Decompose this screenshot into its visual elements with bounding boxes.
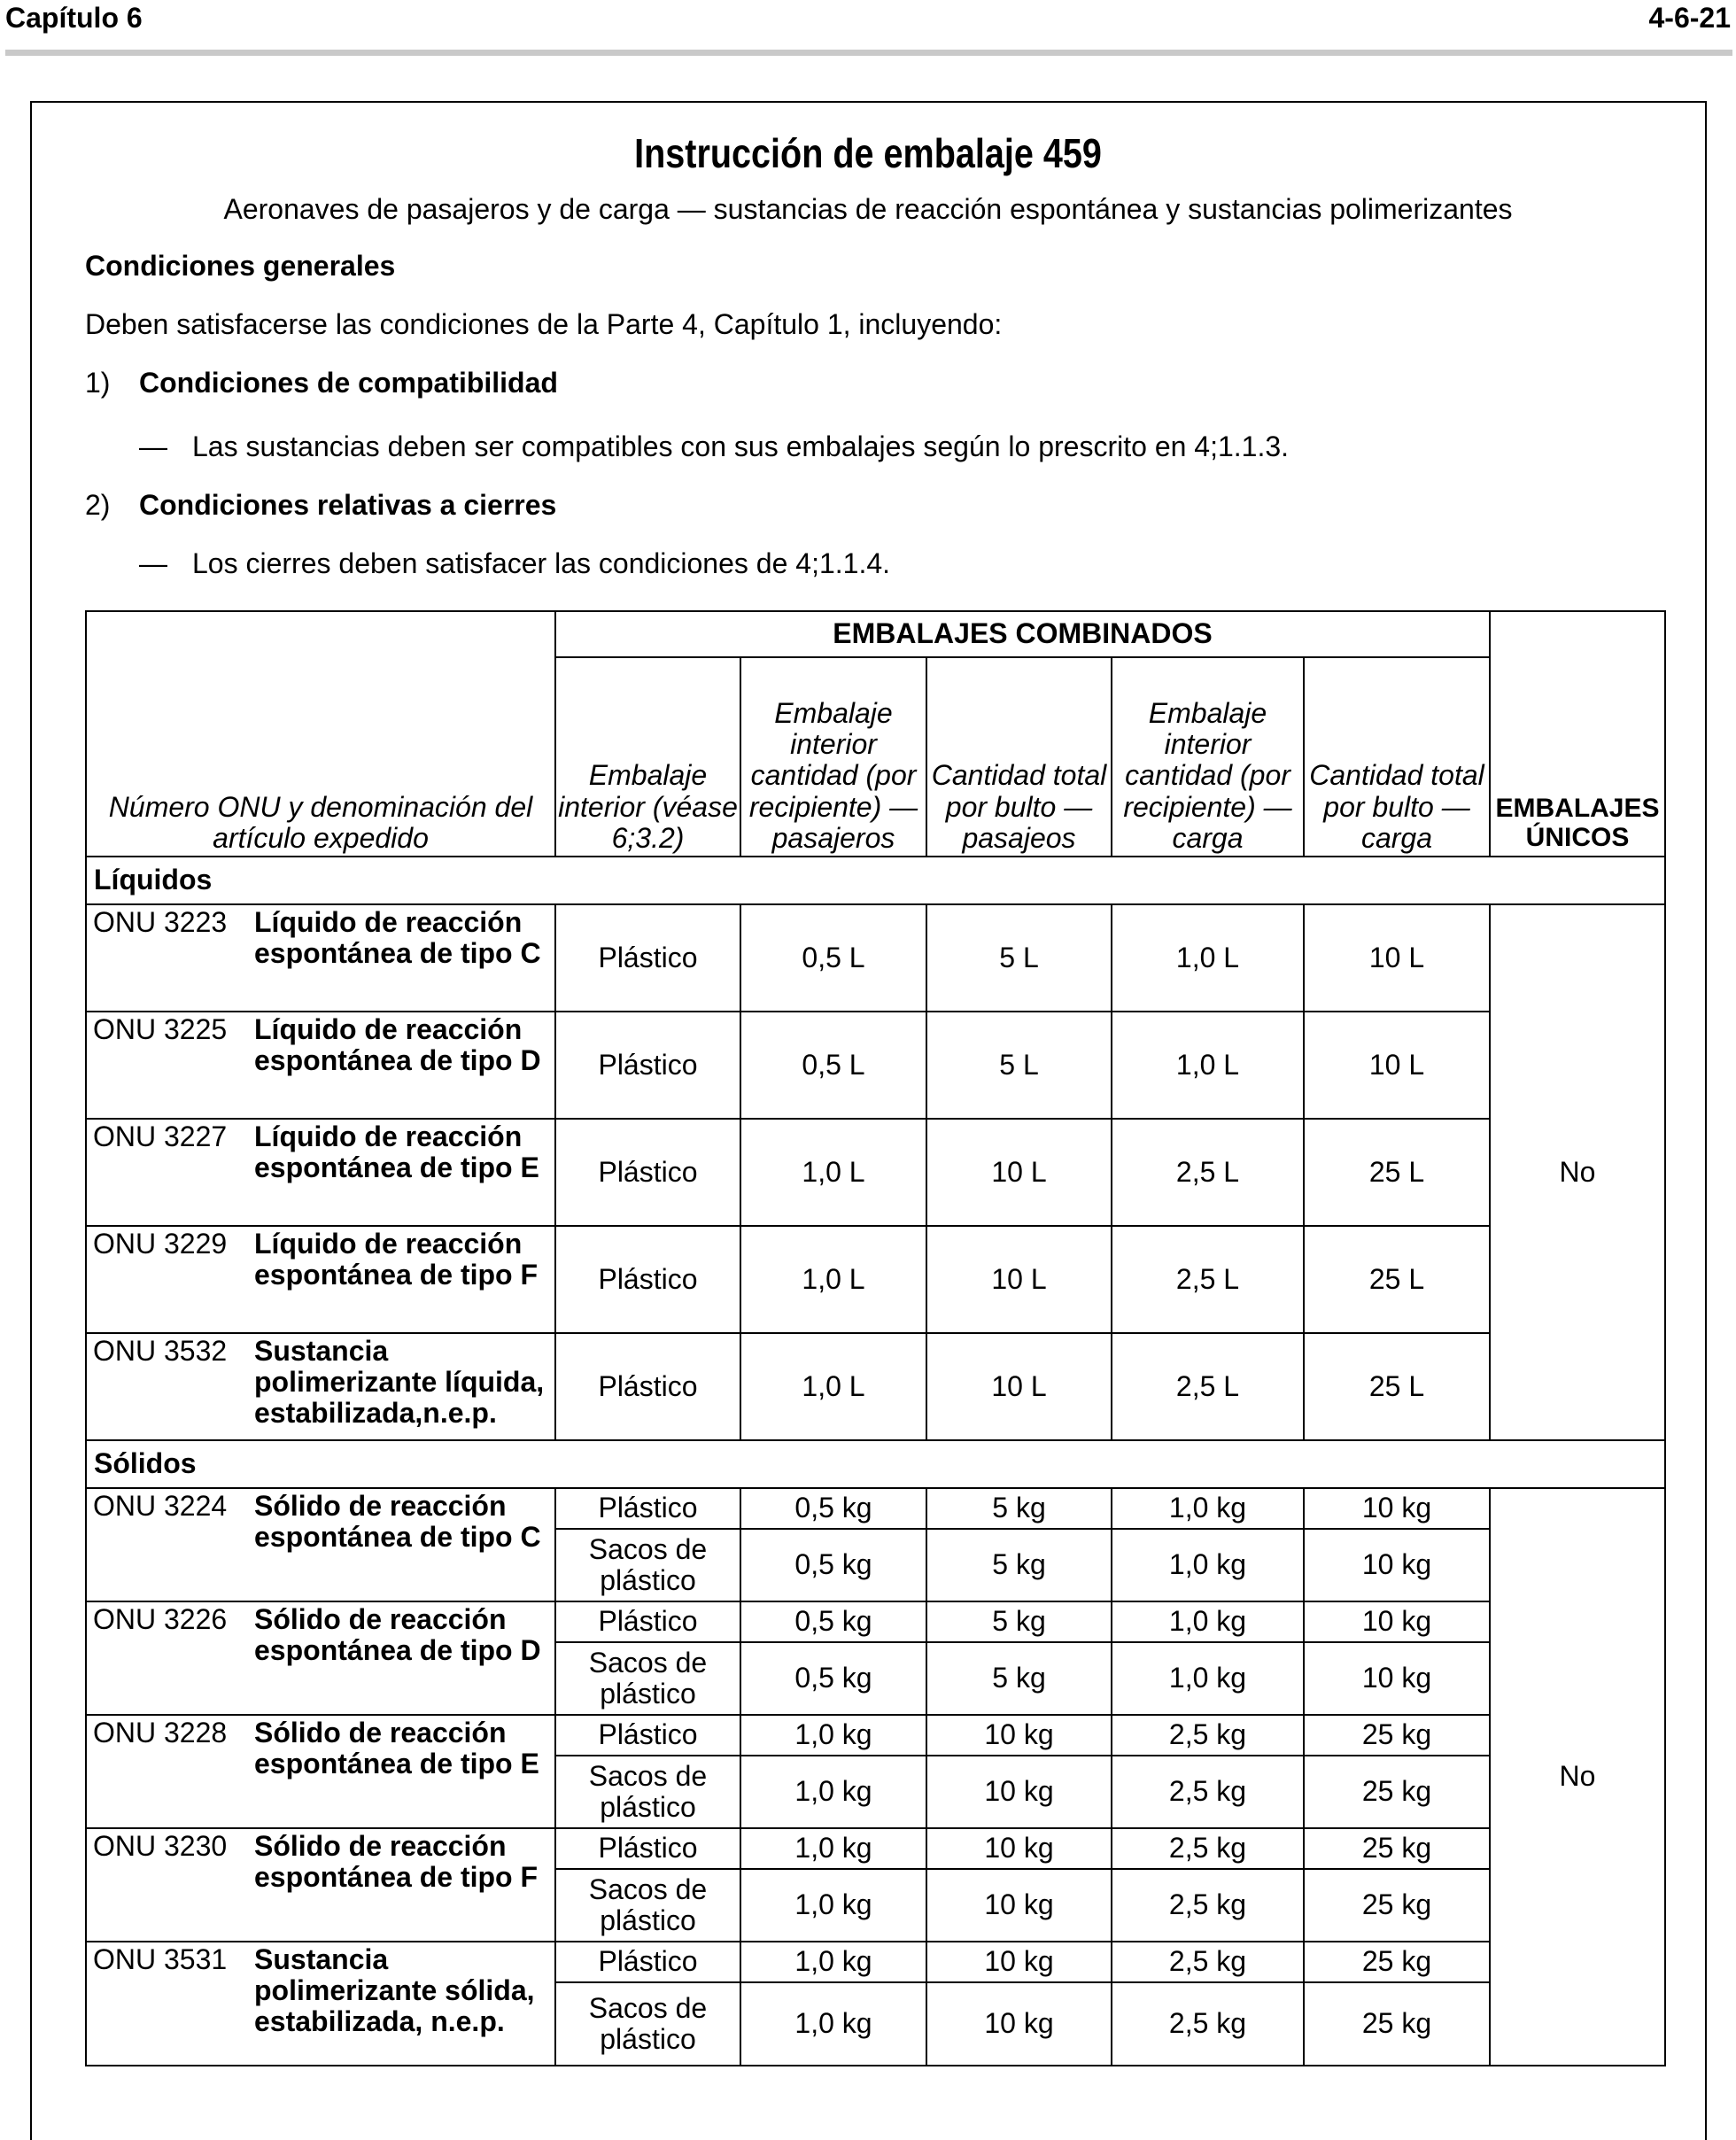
cell-inner-qty-cargo: 1,0 kg [1112,1529,1304,1601]
cell-total-cargo: 10 kg [1304,1642,1490,1715]
section-row [86,1440,1665,1488]
shipping-name: Líquido de reacción espontánea de tipo C [254,906,541,970]
cell-total-pax: 5 kg [926,1529,1112,1601]
un-number: ONU 3227 [93,1120,228,1152]
single-packagings-header: EMBALAJES ÚNICOS [1490,611,1665,857]
cell-total-pax: 10 L [926,1226,1112,1333]
general-intro: Deben satisfacerse las condiciones de la Parte 4, Capítulo 1, incluyendo: [85,308,1003,340]
page-header [0,0,1736,57]
table-row [86,1942,1665,1982]
cell-total-pax: 10 kg [926,1942,1112,1982]
un-number: ONU 3223 [93,906,228,938]
condition-2-text: Los cierres deben satisfacer las condiciones de 4;1.1.4. [192,547,891,579]
cell-total-cargo: 25 kg [1304,1942,1490,1982]
un-entry-cell [86,904,555,1012]
col-header-inner-qty-pax: Embalaje interior cantidad (por recipiente) — pasajeros [740,657,926,857]
shipping-name: Sólido de reacción espontánea de tipo D [254,1603,541,1667]
shipping-name: Líquido de reacción espontánea de tipo F [254,1228,539,1291]
un-number: ONU 3226 [93,1603,228,1635]
condition-2-dash: — [139,547,167,579]
col-header-total-pax: Cantidad total por bulto — pasajeos [926,657,1112,857]
condition-2-number: 2) [85,489,111,521]
un-entry [93,1491,554,1553]
un-entry [93,1229,554,1291]
condition-1-dash: — [139,430,167,462]
cell-inner-qty-cargo: 1,0 kg [1112,1601,1304,1642]
cell-total-pax: 5 kg [926,1601,1112,1642]
un-entry [93,1604,554,1666]
cell-inner-qty-cargo: 1,0 kg [1112,1642,1304,1715]
cell-total-pax: 5 kg [926,1488,1112,1529]
cell-inner-qty-cargo: 2,5 kg [1112,1869,1304,1942]
single-packaging-value: No [1490,904,1665,1440]
condition-1-text: Las sustancias deben ser compatibles con sus embalajes según lo prescrito en 4;1.1.3. [192,430,1290,462]
un-number: ONU 3532 [93,1335,228,1367]
condition-1-number: 1) [85,367,111,399]
un-entry [93,1121,554,1183]
cell-total-pax: 10 kg [926,1715,1112,1756]
cell-inner-packaging: Plástico [555,1828,740,1869]
page-number: 4-6-21 [1648,2,1731,34]
page-subtitle: Aeronaves de pasajeros y de carga — sustancias de reacción espontánea y sustancias polimerizantes [223,193,1513,225]
cell-inner-packaging: Sacos de plástico [555,1869,740,1942]
cell-inner-packaging: Sacos de plástico [555,1642,740,1715]
page-title: Instrucción de embalaje 459 [634,130,1102,176]
un-entry [93,1014,554,1076]
cell-inner-qty-pax: 1,0 kg [740,1828,926,1869]
un-entry [93,907,554,969]
cell-inner-qty-cargo: 2,5 L [1112,1333,1304,1440]
cell-inner-qty-pax: 1,0 kg [740,1982,926,2066]
single-packaging-value: No [1490,1488,1665,2066]
cell-total-cargo: 25 kg [1304,1828,1490,1869]
un-entry-cell [86,1828,555,1942]
cell-inner-packaging: Sacos de plástico [555,1756,740,1828]
cell-inner-qty-pax: 0,5 kg [740,1488,926,1529]
general-heading: Condiciones generales [85,250,396,282]
un-entry [93,1717,554,1779]
header-rule [5,50,1732,56]
table-row [86,1488,1665,1529]
cell-total-pax: 5 L [926,1012,1112,1119]
table-row [86,1012,1665,1119]
cell-inner-qty-pax: 1,0 kg [740,1715,926,1756]
un-entry-cell [86,1226,555,1333]
un-number: ONU 3531 [93,1943,228,1975]
cell-total-pax: 10 L [926,1333,1112,1440]
cell-total-cargo: 10 kg [1304,1529,1490,1601]
cell-inner-packaging: Plástico [555,1715,740,1756]
cell-inner-qty-cargo: 2,5 kg [1112,1828,1304,1869]
cell-total-pax: 5 L [926,904,1112,1012]
cell-inner-packaging: Plástico [555,904,740,1012]
cell-total-pax: 10 kg [926,1828,1112,1869]
cell-inner-qty-pax: 1,0 kg [740,1869,926,1942]
cell-total-cargo: 25 L [1304,1119,1490,1226]
shipping-name: Sustancia polimerizante líquida, estabilizada,n.e.p. [254,1335,545,1430]
table-header-row-top [86,611,1665,657]
cell-inner-qty-pax: 1,0 L [740,1119,926,1226]
cell-inner-qty-pax: 1,0 kg [740,1756,926,1828]
un-entry [93,1336,554,1430]
col-header-total-cargo: Cantidad total por bulto — carga [1304,657,1490,857]
cell-total-pax: 10 L [926,1119,1112,1226]
cell-inner-qty-pax: 1,0 L [740,1226,926,1333]
condition-1-title: Condiciones de compatibilidad [139,367,558,399]
table-row [86,904,1665,1012]
shipping-name: Sólido de reacción espontánea de tipo C [254,1490,541,1554]
section-row [86,857,1665,904]
cell-inner-qty-pax: 0,5 L [740,904,926,1012]
cell-inner-packaging: Plástico [555,1226,740,1333]
un-entry-cell [86,1333,555,1440]
condition-2-title: Condiciones relativas a cierres [139,489,557,521]
un-number: ONU 3228 [93,1717,228,1748]
cell-inner-qty-pax: 1,0 kg [740,1942,926,1982]
packing-table [85,610,1666,2066]
cell-total-cargo: 10 kg [1304,1601,1490,1642]
cell-total-cargo: 25 kg [1304,1715,1490,1756]
table-row [86,1226,1665,1333]
combined-packagings-header: EMBALAJES COMBINADOS [555,611,1490,657]
col-header-inner-qty-cargo: Embalaje interior cantidad (por recipiente) — carga [1112,657,1304,857]
cell-inner-qty-cargo: 2,5 L [1112,1226,1304,1333]
cell-total-cargo: 10 L [1304,904,1490,1012]
cell-inner-packaging: Plástico [555,1942,740,1982]
cell-inner-packaging: Sacos de plástico [555,1529,740,1601]
cell-inner-qty-cargo: 2,5 kg [1112,1982,1304,2066]
table-row [86,1828,1665,1869]
un-number: ONU 3230 [93,1830,228,1862]
un-number: ONU 3224 [93,1490,228,1522]
cell-total-cargo: 25 L [1304,1333,1490,1440]
un-entry-cell [86,1488,555,1601]
cell-inner-qty-pax: 0,5 L [740,1012,926,1119]
cell-inner-packaging: Plástico [555,1488,740,1529]
table-row [86,1601,1665,1642]
shipping-name: Líquido de reacción espontánea de tipo D [254,1013,541,1077]
section-label: Sólidos [86,1440,1665,1488]
un-entry-cell [86,1012,555,1119]
cell-total-pax: 10 kg [926,1756,1112,1828]
table-row [86,1333,1665,1440]
cell-inner-qty-pax: 0,5 kg [740,1529,926,1601]
un-entry [93,1831,554,1893]
cell-inner-qty-cargo: 1,0 L [1112,1012,1304,1119]
cell-total-pax: 10 kg [926,1869,1112,1942]
cell-inner-qty-cargo: 2,5 kg [1112,1715,1304,1756]
cell-total-cargo: 25 L [1304,1226,1490,1333]
cell-inner-packaging: Plástico [555,1601,740,1642]
col-header-inner: Embalaje interior (véase 6;3.2) [555,657,740,857]
cell-inner-qty-pax: 0,5 kg [740,1601,926,1642]
cell-total-cargo: 25 kg [1304,1869,1490,1942]
un-entry-cell [86,1601,555,1715]
cell-total-pax: 10 kg [926,1982,1112,2066]
col-header-un: Número ONU y denominación del artículo expedido [86,611,555,857]
cell-total-cargo: 25 kg [1304,1982,1490,2066]
shipping-name: Líquido de reacción espontánea de tipo E [254,1120,539,1184]
cell-total-pax: 5 kg [926,1642,1112,1715]
un-entry-cell [86,1715,555,1828]
cell-inner-qty-cargo: 2,5 L [1112,1119,1304,1226]
cell-inner-qty-cargo: 1,0 L [1112,904,1304,1012]
table-row [86,1119,1665,1226]
un-entry-cell [86,1119,555,1226]
cell-inner-qty-pax: 1,0 L [740,1333,926,1440]
chapter-label: Capítulo 6 [5,2,143,34]
shipping-name: Sólido de reacción espontánea de tipo F [254,1830,539,1894]
cell-inner-packaging: Plástico [555,1119,740,1226]
un-entry-cell [86,1942,555,2066]
cell-total-cargo: 10 L [1304,1012,1490,1119]
un-entry [93,1944,554,2038]
cell-inner-packaging: Plástico [555,1012,740,1119]
cell-total-cargo: 25 kg [1304,1756,1490,1828]
un-number: ONU 3225 [93,1013,228,1045]
cell-inner-qty-cargo: 2,5 kg [1112,1756,1304,1828]
cell-inner-qty-cargo: 1,0 kg [1112,1488,1304,1529]
shipping-name: Sólido de reacción espontánea de tipo E [254,1717,539,1780]
cell-inner-packaging: Sacos de plástico [555,1982,740,2066]
cell-inner-packaging: Plástico [555,1333,740,1440]
cell-total-cargo: 10 kg [1304,1488,1490,1529]
table-row [86,1715,1665,1756]
section-label: Líquidos [86,857,1665,904]
cell-inner-qty-cargo: 2,5 kg [1112,1942,1304,1982]
cell-inner-qty-pax: 0,5 kg [740,1642,926,1715]
shipping-name: Sustancia polimerizante sólida, estabilizada, n.e.p. [254,1943,535,2038]
un-number: ONU 3229 [93,1228,228,1260]
